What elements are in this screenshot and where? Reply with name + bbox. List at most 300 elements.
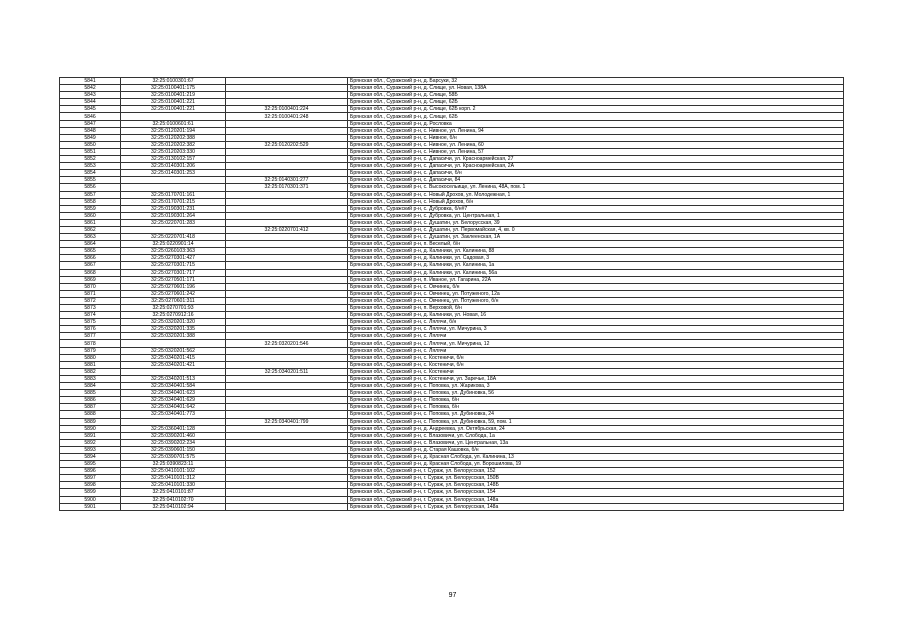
row-number-cell: 5896 bbox=[60, 468, 121, 475]
table-row bbox=[60, 333, 844, 340]
cadastral-number-cell: 32:25:0410102:70 bbox=[121, 496, 226, 503]
cadastral-number-cell: 32:25:0390823:11 bbox=[121, 461, 226, 468]
table-row bbox=[60, 375, 844, 382]
table-row bbox=[60, 269, 844, 276]
cadastral-number-cell: 32:25:0390202:234 bbox=[121, 439, 226, 446]
cadastral-number-cell bbox=[121, 368, 226, 375]
related-cadastral-number-cell: 32:25:0100401:224 bbox=[226, 106, 348, 113]
row-number-cell: 5875 bbox=[60, 319, 121, 326]
table-row bbox=[60, 127, 844, 134]
cadastral-number-cell: 32:25:0320201:335 bbox=[121, 326, 226, 333]
table-row bbox=[60, 226, 844, 233]
address-cell: Брянская обл., Суражский р-н, с. Поповка, ул. Дубиновка, 59, пом. 1 bbox=[348, 418, 844, 425]
table-row bbox=[60, 262, 844, 269]
address-cell: Брянская обл., Суражский р-н, с. Лялячи, ул. Мичурина, 3 bbox=[348, 326, 844, 333]
related-cadastral-number-cell bbox=[226, 262, 348, 269]
address-cell: Брянская обл., Суражский р-н, с. Дубровка, ул. Центральная, 1 bbox=[348, 212, 844, 219]
row-number-cell: 5847 bbox=[60, 120, 121, 127]
related-cadastral-number-cell bbox=[226, 127, 348, 134]
cadastral-number-cell: 32:25:0190301:264 bbox=[121, 212, 226, 219]
address-cell: Брянская обл., Суражский р-н, д. Слище, 62Б корп. 2 bbox=[348, 106, 844, 113]
table-row bbox=[60, 432, 844, 439]
row-number-cell: 5883 bbox=[60, 375, 121, 382]
related-cadastral-number-cell bbox=[226, 234, 348, 241]
cadastral-number-cell: 32:25:0410101:330 bbox=[121, 482, 226, 489]
cadastral-number-cell bbox=[121, 177, 226, 184]
related-cadastral-number-cell bbox=[226, 482, 348, 489]
row-number-cell: 5853 bbox=[60, 163, 121, 170]
cadastral-number-cell bbox=[121, 113, 226, 120]
related-cadastral-number-cell bbox=[226, 120, 348, 127]
cadastral-number-cell: 32:25:0340401:629 bbox=[121, 397, 226, 404]
address-cell: Брянская обл., Суражский р-н, с. Дапасичи, б/н bbox=[348, 170, 844, 177]
row-number-cell: 5861 bbox=[60, 219, 121, 226]
related-cadastral-number-cell bbox=[226, 148, 348, 155]
cadastral-number-cell: 32:25:0360401:128 bbox=[121, 425, 226, 432]
table-row bbox=[60, 383, 844, 390]
cadastral-number-cell: 32:25:0270601:196 bbox=[121, 283, 226, 290]
cadastral-number-cell: 32:25:0100401:175 bbox=[121, 85, 226, 92]
row-number-cell: 5843 bbox=[60, 92, 121, 99]
address-cell: Брянская обл., Суражский р-н, д. Барсуки, 32 bbox=[348, 78, 844, 85]
cadastral-number-cell: 32:25:0120201:194 bbox=[121, 127, 226, 134]
table-row bbox=[60, 461, 844, 468]
cadastral-number-cell: 32:25:0220901:14 bbox=[121, 241, 226, 248]
table-row bbox=[60, 446, 844, 453]
related-cadastral-number-cell bbox=[226, 276, 348, 283]
related-cadastral-number-cell bbox=[226, 312, 348, 319]
row-number-cell: 5863 bbox=[60, 234, 121, 241]
address-cell: Брянская обл., Суражский р-н, с. Новый Дрохов, б/н bbox=[348, 198, 844, 205]
cadastral-number-cell: 32:25:0100401:221 bbox=[121, 106, 226, 113]
table-row bbox=[60, 248, 844, 255]
table-row bbox=[60, 106, 844, 113]
row-number-cell: 5850 bbox=[60, 141, 121, 148]
address-cell: Брянская обл., Суражский р-н, г. Сураж, ул. Белорусская, 148Б bbox=[348, 482, 844, 489]
address-cell: Брянская обл., Суражский р-н, д. Слище, 62Б bbox=[348, 99, 844, 106]
registry-table bbox=[59, 77, 844, 511]
address-cell: Брянская обл., Суражский р-н, п. Веселый, б/н bbox=[348, 241, 844, 248]
row-number-cell: 5889 bbox=[60, 418, 121, 425]
cadastral-number-cell: 32:25:0100601:61 bbox=[121, 120, 226, 127]
row-number-cell: 5877 bbox=[60, 333, 121, 340]
cadastral-number-cell: 32:25:0410101:102 bbox=[121, 468, 226, 475]
cadastral-number-cell: 32:25:0340401:623 bbox=[121, 390, 226, 397]
cadastral-number-cell: 32:25:0340201:513 bbox=[121, 375, 226, 382]
related-cadastral-number-cell bbox=[226, 461, 348, 468]
address-cell: Брянская обл., Суражский р-н, с. Овчинец, ул. Потуженого, б/н bbox=[348, 297, 844, 304]
table-row bbox=[60, 212, 844, 219]
table-row bbox=[60, 390, 844, 397]
address-cell: Брянская обл., Суражский р-н, с. Овчинец, ул. Потуженого, 12а bbox=[348, 290, 844, 297]
related-cadastral-number-cell: 32:25:0340401:799 bbox=[226, 418, 348, 425]
table-row bbox=[60, 475, 844, 482]
address-cell: Брянская обл., Суражский р-н, д. Старая Кашовка, б/н bbox=[348, 446, 844, 453]
cadastral-number-cell: 32:25:0320201:388 bbox=[121, 333, 226, 340]
address-cell: Брянская обл., Суражский р-н, с. Нивное, ул. Ленина, 57 bbox=[348, 148, 844, 155]
cadastral-number-cell: 32:25:0260103:363 bbox=[121, 248, 226, 255]
row-number-cell: 5862 bbox=[60, 226, 121, 233]
cadastral-number-cell: 32:25:0220701:283 bbox=[121, 219, 226, 226]
table-row bbox=[60, 482, 844, 489]
cadastral-number-cell bbox=[121, 418, 226, 425]
row-number-cell: 5894 bbox=[60, 453, 121, 460]
related-cadastral-number-cell bbox=[226, 205, 348, 212]
address-cell: Брянская обл., Суражский р-н, с. Душатин, ул. Белорусская, 39 bbox=[348, 219, 844, 226]
row-number-cell: 5876 bbox=[60, 326, 121, 333]
row-number-cell: 5880 bbox=[60, 354, 121, 361]
row-number-cell: 5849 bbox=[60, 134, 121, 141]
table-row bbox=[60, 503, 844, 510]
related-cadastral-number-cell bbox=[226, 219, 348, 226]
table-row bbox=[60, 453, 844, 460]
table-row bbox=[60, 368, 844, 375]
row-number-cell: 5860 bbox=[60, 212, 121, 219]
related-cadastral-number-cell bbox=[226, 99, 348, 106]
row-number-cell: 5865 bbox=[60, 248, 121, 255]
table-row bbox=[60, 297, 844, 304]
row-number-cell: 5898 bbox=[60, 482, 121, 489]
row-number-cell: 5873 bbox=[60, 305, 121, 312]
related-cadastral-number-cell bbox=[226, 191, 348, 198]
related-cadastral-number-cell bbox=[226, 375, 348, 382]
address-cell: Брянская обл., Суражский р-н, г. Сураж, ул. Белорусская, 150В bbox=[348, 475, 844, 482]
row-number-cell: 5855 bbox=[60, 177, 121, 184]
cadastral-number-cell bbox=[121, 226, 226, 233]
cadastral-number-cell: 32:25:0390701:575 bbox=[121, 453, 226, 460]
row-number-cell: 5888 bbox=[60, 411, 121, 418]
cadastral-number-cell: 32:25:0390201:460 bbox=[121, 432, 226, 439]
cadastral-number-cell bbox=[121, 340, 226, 347]
related-cadastral-number-cell bbox=[226, 305, 348, 312]
cadastral-number-cell: 32:25:0270601:311 bbox=[121, 297, 226, 304]
cadastral-number-cell: 32:25:0120202:388 bbox=[121, 134, 226, 141]
address-cell: Брянская обл., Суражский р-н, с. Душатин, ул. Первомайская, 4, кв. 0 bbox=[348, 226, 844, 233]
cadastral-number-cell: 32:25:0270301:427 bbox=[121, 255, 226, 262]
cadastral-number-cell: 32:25:0170701:161 bbox=[121, 191, 226, 198]
table-row bbox=[60, 489, 844, 496]
table-row bbox=[60, 361, 844, 368]
address-cell: Брянская обл., Суражский р-н, с. Новый Дрохов, ул. Молодежная, 1 bbox=[348, 191, 844, 198]
address-cell: Брянская обл., Суражский р-н, с. Душатин, ул. Заклеенская, 1А bbox=[348, 234, 844, 241]
table-row bbox=[60, 312, 844, 319]
address-cell: Брянская обл., Суражский р-н, с. Лялячи, б/н bbox=[348, 319, 844, 326]
related-cadastral-number-cell bbox=[226, 475, 348, 482]
related-cadastral-number-cell bbox=[226, 290, 348, 297]
row-number-cell: 5899 bbox=[60, 489, 121, 496]
cadastral-number-cell: 32:25:0410101:312 bbox=[121, 475, 226, 482]
related-cadastral-number-cell bbox=[226, 489, 348, 496]
address-cell: Брянская обл., Суражский р-н, с. Поповка, ул. Жарикова, 3 bbox=[348, 383, 844, 390]
row-number-cell: 5846 bbox=[60, 113, 121, 120]
cadastral-number-cell: 32:25:0100401:221 bbox=[121, 99, 226, 106]
cadastral-number-cell: 32:25:0340201:415 bbox=[121, 354, 226, 361]
related-cadastral-number-cell bbox=[226, 439, 348, 446]
row-number-cell: 5859 bbox=[60, 205, 121, 212]
table-row bbox=[60, 85, 844, 92]
table-row bbox=[60, 177, 844, 184]
table-row bbox=[60, 354, 844, 361]
row-number-cell: 5866 bbox=[60, 255, 121, 262]
address-cell: Брянская обл., Суражский р-н, д. Красная Слобода, ул. Ворошилова, 19 bbox=[348, 461, 844, 468]
table-row bbox=[60, 241, 844, 248]
cadastral-number-cell: 32:25:0270501:171 bbox=[121, 276, 226, 283]
table-row bbox=[60, 184, 844, 191]
row-number-cell: 5884 bbox=[60, 383, 121, 390]
cadastral-number-cell: 32:25:0320201:320 bbox=[121, 319, 226, 326]
address-cell: Брянская обл., Суражский р-н, с. Влазовичи, ул. Слобода, 1а bbox=[348, 432, 844, 439]
cadastral-number-cell bbox=[121, 184, 226, 191]
address-cell: Брянская обл., Суражский р-н, д. Калиники, ул. Садовая, 3 bbox=[348, 255, 844, 262]
cadastral-number-cell: 32:25:0220701:418 bbox=[121, 234, 226, 241]
address-cell: Брянская обл., Суражский р-н, п. Верховой, б/н bbox=[348, 305, 844, 312]
table-row bbox=[60, 283, 844, 290]
cadastral-number-cell: 32:25:0410102:94 bbox=[121, 503, 226, 510]
table-row bbox=[60, 468, 844, 475]
related-cadastral-number-cell: 32:25:0320201:546 bbox=[226, 340, 348, 347]
related-cadastral-number-cell bbox=[226, 255, 348, 262]
address-cell: Брянская обл., Суражский р-н, г. Сураж, ул. Белорусская, 152 bbox=[348, 468, 844, 475]
address-cell: Брянская обл., Суражский р-н, д. Слище, ул. Новая, 138А bbox=[348, 85, 844, 92]
row-number-cell: 5878 bbox=[60, 340, 121, 347]
related-cadastral-number-cell bbox=[226, 397, 348, 404]
row-number-cell: 5900 bbox=[60, 496, 121, 503]
row-number-cell: 5872 bbox=[60, 297, 121, 304]
address-cell: Брянская обл., Суражский р-н, с. Дубровка, б/н#7 bbox=[348, 205, 844, 212]
address-cell: Брянская обл., Суражский р-н, д. Калиники, ул. Калинина, 1а bbox=[348, 262, 844, 269]
table-row bbox=[60, 404, 844, 411]
related-cadastral-number-cell bbox=[226, 198, 348, 205]
table-row bbox=[60, 141, 844, 148]
related-cadastral-number-cell bbox=[226, 404, 348, 411]
address-cell: Брянская обл., Суражский р-н, с. Высокосельище, ул. Ленина, 48А, пом. 1 bbox=[348, 184, 844, 191]
table-row bbox=[60, 148, 844, 155]
row-number-cell: 5882 bbox=[60, 368, 121, 375]
row-number-cell: 5885 bbox=[60, 390, 121, 397]
table-row bbox=[60, 290, 844, 297]
cadastral-number-cell: 32:25:0120203:330 bbox=[121, 148, 226, 155]
cadastral-number-cell: 32:25:0170701:215 bbox=[121, 198, 226, 205]
related-cadastral-number-cell bbox=[226, 134, 348, 141]
cadastral-number-cell: 32:25:0140301:206 bbox=[121, 163, 226, 170]
related-cadastral-number-cell: 32:25:0340201:511 bbox=[226, 368, 348, 375]
cadastral-number-cell: 32:25:0270601:242 bbox=[121, 290, 226, 297]
row-number-cell: 5854 bbox=[60, 170, 121, 177]
related-cadastral-number-cell bbox=[226, 297, 348, 304]
table-row bbox=[60, 191, 844, 198]
row-number-cell: 5851 bbox=[60, 148, 121, 155]
address-cell: Брянская обл., Суражский р-н, д. Калиники, ул. Новая, 16 bbox=[348, 312, 844, 319]
row-number-cell: 5890 bbox=[60, 425, 121, 432]
cadastral-number-cell: 32:25:0340401:642 bbox=[121, 404, 226, 411]
table-row bbox=[60, 340, 844, 347]
address-cell: Брянская обл., Суражский р-н, с. Лялячи bbox=[348, 347, 844, 354]
table-row bbox=[60, 411, 844, 418]
row-number-cell: 5870 bbox=[60, 283, 121, 290]
related-cadastral-number-cell bbox=[226, 496, 348, 503]
related-cadastral-number-cell bbox=[226, 92, 348, 99]
related-cadastral-number-cell bbox=[226, 85, 348, 92]
table-row bbox=[60, 496, 844, 503]
cadastral-number-cell: 32:25:0270701:93 bbox=[121, 305, 226, 312]
address-cell: Брянская обл., Суражский р-н, с. Костеничи, ул. Заречье, 18А bbox=[348, 375, 844, 382]
page-number: 97 bbox=[448, 592, 457, 599]
row-number-cell: 5852 bbox=[60, 156, 121, 163]
table-row bbox=[60, 418, 844, 425]
address-cell: Брянская обл., Суражский р-н, г. Сураж, ул. Белорусская, 154 bbox=[348, 489, 844, 496]
table-row bbox=[60, 326, 844, 333]
row-number-cell: 5841 bbox=[60, 78, 121, 85]
cadastral-number-cell: 32:25:0120202:382 bbox=[121, 141, 226, 148]
cadastral-number-cell: 32:25:0100401:219 bbox=[121, 92, 226, 99]
related-cadastral-number-cell bbox=[226, 283, 348, 290]
related-cadastral-number-cell bbox=[226, 212, 348, 219]
table-row bbox=[60, 99, 844, 106]
registry-table-body bbox=[60, 78, 844, 511]
cadastral-number-cell: 32:25:0270301:715 bbox=[121, 262, 226, 269]
cadastral-number-cell: 32:25:0340401:773 bbox=[121, 411, 226, 418]
row-number-cell: 5886 bbox=[60, 397, 121, 404]
related-cadastral-number-cell: 32:25:0220701:412 bbox=[226, 226, 348, 233]
row-number-cell: 5879 bbox=[60, 347, 121, 354]
related-cadastral-number-cell bbox=[226, 453, 348, 460]
row-number-cell: 5871 bbox=[60, 290, 121, 297]
row-number-cell: 5891 bbox=[60, 432, 121, 439]
table-row bbox=[60, 319, 844, 326]
address-cell: Брянская обл., Суражский р-н, с. Овчинец, б/н bbox=[348, 283, 844, 290]
related-cadastral-number-cell bbox=[226, 347, 348, 354]
related-cadastral-number-cell bbox=[226, 156, 348, 163]
table-row bbox=[60, 397, 844, 404]
address-cell: Брянская обл., Суражский р-н, с. Поповка, ул. Дубиновка, 24 bbox=[348, 411, 844, 418]
address-cell: Брянская обл., Суражский р-н, с. Нивное, б/н bbox=[348, 134, 844, 141]
address-cell: Брянская обл., Суражский р-н, с. Костеничи, б/н bbox=[348, 361, 844, 368]
address-cell: Брянская обл., Суражский р-н, с. Дапасичи, ул. Красноармейская, 27 bbox=[348, 156, 844, 163]
row-number-cell: 5895 bbox=[60, 461, 121, 468]
related-cadastral-number-cell bbox=[226, 390, 348, 397]
table-row bbox=[60, 255, 844, 262]
row-number-cell: 5848 bbox=[60, 127, 121, 134]
row-number-cell: 5844 bbox=[60, 99, 121, 106]
related-cadastral-number-cell bbox=[226, 383, 348, 390]
row-number-cell: 5845 bbox=[60, 106, 121, 113]
table-row bbox=[60, 439, 844, 446]
row-number-cell: 5858 bbox=[60, 198, 121, 205]
row-number-cell: 5857 bbox=[60, 191, 121, 198]
table-row bbox=[60, 113, 844, 120]
related-cadastral-number-cell bbox=[226, 163, 348, 170]
related-cadastral-number-cell bbox=[226, 170, 348, 177]
row-number-cell: 5867 bbox=[60, 262, 121, 269]
table-row bbox=[60, 120, 844, 127]
related-cadastral-number-cell bbox=[226, 446, 348, 453]
related-cadastral-number-cell: 32:25:0100401:248 bbox=[226, 113, 348, 120]
address-cell: Брянская обл., Суражский р-н, с. Лялячи bbox=[348, 333, 844, 340]
related-cadastral-number-cell bbox=[226, 354, 348, 361]
address-cell: Брянская обл., Суражский р-н, с. Поповка, ул. Дубиновка, 56 bbox=[348, 390, 844, 397]
cadastral-number-cell: 32:25:0140301:253 bbox=[121, 170, 226, 177]
address-cell: Брянская обл., Суражский р-н, д. Слище, 58Б bbox=[348, 92, 844, 99]
row-number-cell: 5893 bbox=[60, 446, 121, 453]
table-row bbox=[60, 219, 844, 226]
row-number-cell: 5868 bbox=[60, 269, 121, 276]
cadastral-number-cell: 32:25:0320201:562 bbox=[121, 347, 226, 354]
related-cadastral-number-cell bbox=[226, 425, 348, 432]
cadastral-number-cell: 32:25:0130102:157 bbox=[121, 156, 226, 163]
related-cadastral-number-cell bbox=[226, 78, 348, 85]
cadastral-number-cell: 32:25:0270912:16 bbox=[121, 312, 226, 319]
cadastral-number-cell: 32:25:0100301:67 bbox=[121, 78, 226, 85]
related-cadastral-number-cell bbox=[226, 241, 348, 248]
row-number-cell: 5897 bbox=[60, 475, 121, 482]
related-cadastral-number-cell bbox=[226, 326, 348, 333]
table-row bbox=[60, 276, 844, 283]
table-row bbox=[60, 163, 844, 170]
row-number-cell: 5892 bbox=[60, 439, 121, 446]
cadastral-number-cell: 32:25:0190301:231 bbox=[121, 205, 226, 212]
related-cadastral-number-cell: 32:25:0170301:371 bbox=[226, 184, 348, 191]
row-number-cell: 5881 bbox=[60, 361, 121, 368]
address-cell: Брянская обл., Суражский р-н, с. Дапасичи, 84 bbox=[348, 177, 844, 184]
row-number-cell: 5842 bbox=[60, 85, 121, 92]
cadastral-number-cell: 32:25:0410101:87 bbox=[121, 489, 226, 496]
related-cadastral-number-cell bbox=[226, 248, 348, 255]
related-cadastral-number-cell: 32:25:0120202:529 bbox=[226, 141, 348, 148]
table-row bbox=[60, 78, 844, 85]
table-row bbox=[60, 347, 844, 354]
table-row bbox=[60, 92, 844, 99]
address-cell: Брянская обл., Суражский р-н, с. Костеничи, б/н bbox=[348, 354, 844, 361]
address-cell: Брянская обл., Суражский р-н, д. Калиники, ул. Калинина, 56а bbox=[348, 269, 844, 276]
address-cell: Брянская обл., Суражский р-н, с. Лялячи, ул. Мичурина, 12 bbox=[348, 340, 844, 347]
table-row bbox=[60, 305, 844, 312]
related-cadastral-number-cell bbox=[226, 468, 348, 475]
table-row bbox=[60, 234, 844, 241]
cadastral-number-cell: 32:25:0270301:717 bbox=[121, 269, 226, 276]
table-row bbox=[60, 425, 844, 432]
address-cell: Брянская обл., Суражский р-н, с. Нивное, ул. Ленина, 60 bbox=[348, 141, 844, 148]
table-row bbox=[60, 134, 844, 141]
cadastral-number-cell: 32:25:0340201:421 bbox=[121, 361, 226, 368]
related-cadastral-number-cell bbox=[226, 269, 348, 276]
address-cell: Брянская обл., Суражский р-н, д. Красная Слобода, ул. Калинина, 13 bbox=[348, 453, 844, 460]
address-cell: Брянская обл., Суражский р-н, с. Дапасичи, ул. Красноармейская, 2А bbox=[348, 163, 844, 170]
row-number-cell: 5864 bbox=[60, 241, 121, 248]
related-cadastral-number-cell bbox=[226, 432, 348, 439]
address-cell: Брянская обл., Суражский р-н, г. Сураж, ул. Белорусская, 148а bbox=[348, 496, 844, 503]
cadastral-number-cell: 32:25:0340401:584 bbox=[121, 383, 226, 390]
address-cell: Брянская обл., Суражский р-н, д. Слище, 62Б bbox=[348, 113, 844, 120]
address-cell: Брянская обл., Суражский р-н, п. Иваное, ул. Гагарина, 22А bbox=[348, 276, 844, 283]
address-cell: Брянская обл., Суражский р-н, д. Калиники, ул. Калинина, 88 bbox=[348, 248, 844, 255]
address-cell: Брянская обл., Суражский р-н, г. Сураж, ул. Белорусская, 148а bbox=[348, 503, 844, 510]
address-cell: Брянская обл., Суражский р-н, д. Рословка bbox=[348, 120, 844, 127]
related-cadastral-number-cell: 32:25:0140301:277 bbox=[226, 177, 348, 184]
address-cell: Брянская обл., Суражский р-н, с. Костеничи bbox=[348, 368, 844, 375]
related-cadastral-number-cell bbox=[226, 333, 348, 340]
cadastral-number-cell: 32:25:0390601:150 bbox=[121, 446, 226, 453]
address-cell: Брянская обл., Суражский р-н, с. Поповка, б/н bbox=[348, 397, 844, 404]
address-cell: Брянская обл., Суражский р-н, с. Поповка, б/н bbox=[348, 404, 844, 411]
address-cell: Брянская обл., Суражский р-н, с. Влазовичи, ул. Центральная, 13а bbox=[348, 439, 844, 446]
table-row bbox=[60, 205, 844, 212]
related-cadastral-number-cell bbox=[226, 361, 348, 368]
row-number-cell: 5869 bbox=[60, 276, 121, 283]
related-cadastral-number-cell bbox=[226, 503, 348, 510]
address-cell: Брянская обл., Суражский р-н, д. Андреевка, ул. Октябрьская, 24 bbox=[348, 425, 844, 432]
related-cadastral-number-cell bbox=[226, 319, 348, 326]
row-number-cell: 5901 bbox=[60, 503, 121, 510]
